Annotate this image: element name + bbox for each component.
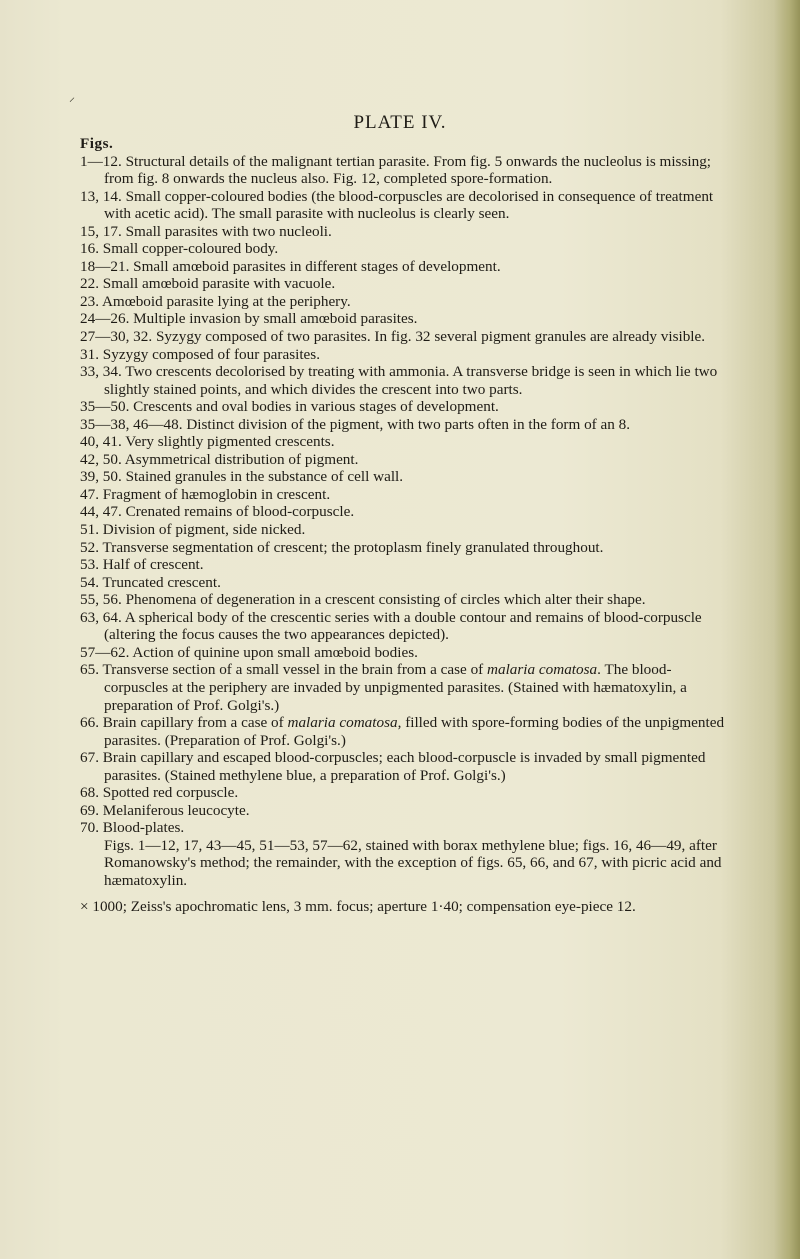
figure-number: 35—38, 46—48. [80,415,183,433]
figure-number: 57—62. [80,643,130,661]
legend-entry [80,521,730,539]
description-part: , filled with spore-forming bodies of the unpigmented parasites. (Preparation of Prof. Golgi's.) [104,714,725,749]
page-edge-shadow [774,0,800,1259]
legend-entry [80,398,730,416]
figure-number: 67. [80,749,99,767]
figure-number: 27—30, 32. [80,328,153,346]
legend-entry [80,539,730,557]
legend-entry [80,363,730,398]
figure-description: Small copper-coloured body. [102,240,279,258]
figure-number: 22. [80,275,99,293]
magnification-note: × 1000; Zeiss's apochromatic lens, 3 mm. focus; aperture 1·40; compensation eye-piece 12. [80,897,636,915]
legend-entry [80,819,730,837]
figure-number: 35—50. [80,398,130,416]
figure-number: 31. [80,345,99,363]
figure-description: Syzygy composed of four parasites. [102,345,320,363]
figure-description: Brain capillary and escaped blood-corpuscles; each blood-corpuscle is invaded by small pigmented parasites. (Stained methylene blue, a preparation of Prof. Golgi's.) [102,749,706,784]
figure-description: Blood-plates. [102,819,185,837]
legend-entry [80,433,730,451]
legend-entry [80,556,730,574]
legend-entry [80,486,730,504]
figure-number: 53. [80,556,99,574]
figure-number: 66. [80,714,99,732]
legend-entry [80,749,730,784]
figure-description: Amœboid parasite lying at the periphery. [101,292,351,310]
figure-number: 13, 14. [80,187,122,205]
plate-title: PLATE IV. [353,112,447,133]
figure-number: 70. [80,819,99,837]
figure-number: 18—21. [80,257,130,275]
figure-number: 44, 47. [80,503,122,521]
legend-entry [80,468,730,486]
figure-description: Small copper-coloured bodies (the blood-corpuscles are decolorised in consequence of treatment with acetic acid). The small parasite with nucleolus is clearly seen. [104,187,714,223]
figure-number: 63, 64. [80,608,122,626]
figure-number: 68. [80,784,99,802]
legend-entry [80,310,730,328]
legend-entry [80,346,730,364]
figure-description: Half of crescent. [102,556,204,574]
legend-entry [80,609,730,644]
figure-description: Very slightly pigmented crescents. [125,433,335,451]
legend-entry [80,275,730,293]
italic-term: malaria comatosa [287,714,398,732]
figure-number: 15, 17. [80,222,122,240]
figure-description: Crenated remains of blood-corpuscle. [125,503,355,521]
legend-entry [80,503,730,521]
figure-number: 1—12. [80,152,122,170]
figure-description: Stained granules in the substance of cell wall. [125,468,404,486]
legend-entry [80,802,730,820]
description-part: Brain capillary from a case of [102,714,288,732]
figure-description: Distinct division of the pigment, with two parts often in the form of an 8. [186,415,631,433]
figure-number: 52. [80,538,99,556]
legend-entries [80,153,730,837]
legend-entry [80,416,730,434]
legend-entry [80,451,730,469]
figure-description: Small amœboid parasites in different stages of development. [133,257,501,275]
figure-number: 65. [80,661,99,679]
figure-number: 16. [80,240,99,258]
legend-entry [80,188,730,223]
legend-entry [80,784,730,802]
figure-description: Small parasites with two nucleoli. [125,222,332,240]
figure-number: 23. [80,292,99,310]
legend-entry [80,240,730,258]
legend-entry [80,223,730,241]
figure-description: Multiple invasion by small amœboid parasites. [133,310,418,328]
staining-note-text: Figs. 1—12, 17, 43—45, 51—53, 57—62, stained with borax methylene blue; figs. 16, 46—49, after Romanowsky's method; the remainder, with the exception of figs. 65, 66, and 67, with picric acid and hæmatoxylin. [104,836,722,889]
italic-term: malaria comatosa [487,661,598,679]
legend-entry [80,153,730,188]
figure-number: 39, 50. [80,468,122,486]
figure-description: Structural details of the malignant tertian parasite. From fig. 5 onwards the nucleolus is missing; from fig. 8 onwards the nucleus also. Fig. 12, completed spore-formation. [104,152,712,188]
figure-description: Transverse segmentation of crescent; the protoplasm finely granulated throughout. [102,538,604,556]
figure-description: Fragment of hæmoglobin in crescent. [102,485,331,503]
legend-entry [80,574,730,592]
figure-number: 54. [80,573,99,591]
legend-entry [80,293,730,311]
figure-description: Truncated crescent. [102,573,221,591]
figure-description [103,714,724,749]
figure-description: Division of pigment, side nicked. [102,521,306,539]
figure-number: 47. [80,485,99,503]
figure-number: 51. [80,521,99,539]
description-part: . The blood-corpuscles at the periphery are invaded by unpigmented parasites. (Stained with hæmatoxylin, a preparation of Prof. Golgi's.) [104,661,687,714]
legend-entry [80,328,730,346]
figure-description: Two crescents decolorised by treating with ammonia. A transverse bridge is seen in which lie two slightly stained points, and which divides the crescent into two parts. [104,363,718,398]
figure-description [103,661,687,713]
figure-description: A spherical body of the crescentic series with a double contour and remains of blood-corpuscle (altering the focus causes the two appearances depicted). [104,608,702,644]
figure-description: Action of quinine upon small amœboid bodies. [132,643,418,661]
stray-mark: ⸝ [69,90,76,104]
legend-entry [80,644,730,662]
staining-note [80,837,730,890]
figure-legend [80,135,730,915]
figure-number: 69. [80,801,99,819]
figure-number: 24—26. [80,310,130,328]
legend-entry [80,714,730,749]
figure-number: 42, 50. [80,450,122,468]
figure-description: Phenomena of degeneration in a crescent consisting of circles which alter their shape. [125,591,646,609]
figs-heading: Figs. [80,135,114,152]
figure-description: Spotted red corpuscle. [102,784,239,802]
description-part: Transverse section of a small vessel in the brain from a case of [102,661,488,679]
figure-number: 55, 56. [80,591,122,609]
legend-entry [80,661,730,714]
figure-description: Asymmetrical distribution of pigment. [124,450,359,468]
figure-description: Crescents and oval bodies in various stages of development. [133,398,499,416]
figure-number: 33, 34. [80,363,122,381]
figure-description: Melaniferous leucocyte. [102,801,250,819]
figure-description: Small amœboid parasite with vacuole. [102,275,336,293]
legend-entry [80,591,730,609]
figure-description: Syzygy composed of two parasites. In fig. 32 several pigment granules are already visible. [155,328,706,346]
legend-entry [80,258,730,276]
figure-number: 40, 41. [80,433,122,451]
